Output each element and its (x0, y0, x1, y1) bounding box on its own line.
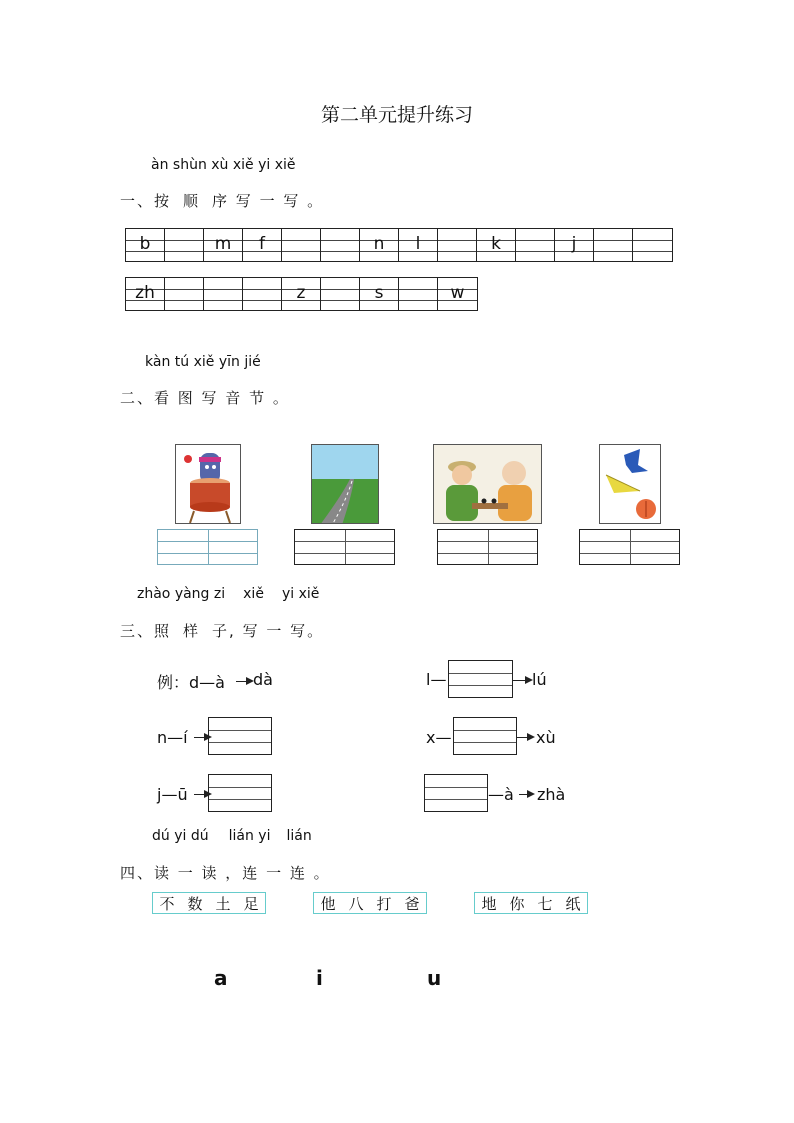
letter-cell[interactable] (594, 229, 633, 261)
section4-pinyin-1: dú yi dú (152, 828, 209, 844)
section3-pinyin-1: zhào yàng zi (137, 586, 226, 602)
letter-cell (399, 229, 438, 261)
j-answer-box[interactable] (208, 774, 272, 812)
letter-cell (204, 229, 243, 261)
char-group-2[interactable] (313, 892, 427, 914)
section1-heading (120, 190, 324, 211)
char: 打 (376, 894, 392, 913)
char: 足 (243, 894, 259, 913)
n-answer-box[interactable] (208, 717, 272, 755)
answer-box-1[interactable] (157, 529, 258, 565)
char-group-1[interactable] (152, 892, 266, 914)
char-group-3[interactable] (474, 892, 588, 914)
section4-pinyin-2: lián yi (228, 828, 271, 844)
answer-box-4[interactable] (579, 529, 680, 565)
char: 七 (537, 894, 553, 913)
letter-cell[interactable] (243, 278, 282, 310)
drum-puppet-picture (175, 444, 241, 524)
letter-cell (243, 229, 282, 261)
letter-text: w (450, 283, 465, 303)
char: 不 (159, 894, 175, 913)
answer-box-2[interactable] (294, 529, 395, 565)
vowel-a-label: a (214, 966, 228, 990)
letter-text: l (415, 234, 421, 254)
zh-arrow-head (527, 790, 535, 798)
zh-answer-box[interactable] (424, 774, 488, 812)
vowel-i[interactable] (316, 966, 323, 990)
letter-cell (477, 229, 516, 261)
l-prefix: l— (426, 670, 447, 689)
letter-cell (438, 278, 477, 310)
x-result: xù (536, 728, 556, 747)
vowel-u-label: u (427, 966, 442, 990)
section3-heading-part2: 样 (183, 622, 201, 640)
zh-middle: —à (488, 785, 514, 804)
letter-cell[interactable] (438, 229, 477, 261)
letter-text: f (259, 234, 265, 254)
example-result: dà (253, 670, 273, 689)
section4-heading: 四、读 一 读 ，连 一 连 。 (120, 864, 331, 882)
letter-cell (282, 278, 321, 310)
letter-cell[interactable] (321, 229, 360, 261)
section3-pinyin-2: xiě (243, 586, 264, 602)
vowel-i-label: i (316, 966, 323, 990)
letter-text: n (373, 234, 385, 254)
letter-cell (360, 229, 399, 261)
char: 数 (187, 894, 203, 913)
l-answer-box[interactable] (448, 660, 513, 698)
vowel-u[interactable] (427, 966, 441, 990)
letter-cell[interactable] (165, 229, 204, 261)
section3-pinyin (137, 586, 319, 602)
x-answer-box[interactable] (453, 717, 517, 755)
letter-cell[interactable] (204, 278, 243, 310)
section3-heading-part3: 子, 写 一 写。 (212, 622, 325, 640)
letter-cell (126, 229, 165, 261)
char: 土 (215, 894, 231, 913)
paper-toys-picture (599, 444, 661, 524)
page-title: 第二单元提升练习 (320, 104, 473, 126)
x-prefix: x— (426, 728, 452, 747)
letter-text: j (571, 234, 577, 254)
example-label: 例：d—à (157, 673, 225, 692)
letter-text: k (491, 234, 501, 254)
section2-pinyin: kàn tú xiě yīn jié (145, 354, 261, 370)
letter-cell[interactable] (165, 278, 204, 310)
answer-box-3[interactable] (437, 529, 538, 565)
n-prefix: n—í (157, 728, 188, 747)
section3-pinyin-3: yi xiě (281, 586, 320, 602)
letter-text: s (374, 283, 384, 303)
section4-pinyin-3: lián (286, 828, 312, 844)
letter-cell[interactable] (321, 278, 360, 310)
zh-result: zhà (537, 785, 566, 804)
section1-heading-part2: 顺 (183, 192, 201, 210)
letter-cell[interactable] (282, 229, 321, 261)
letter-cell (126, 278, 165, 310)
char: 你 (509, 894, 525, 913)
j-prefix: j—ū (157, 785, 188, 804)
letter-text: zh (135, 283, 155, 303)
section3-heading-part1: 三、照 (120, 622, 172, 640)
letter-cell (555, 229, 594, 261)
vowel-a[interactable] (214, 966, 228, 990)
section1-pinyin: àn shùn xù xiě yi xiě (151, 157, 296, 173)
letter-cell[interactable] (633, 229, 672, 261)
l-result: lú (532, 670, 547, 689)
char: 纸 (565, 894, 581, 913)
char: 地 (481, 894, 497, 913)
char: 八 (348, 894, 364, 913)
letter-grid-row1 (125, 228, 673, 262)
chess-players-picture (433, 444, 542, 524)
x-arrow-head (527, 733, 535, 741)
char: 爸 (404, 894, 420, 913)
letter-text: m (214, 234, 232, 254)
letter-text: b (139, 234, 151, 254)
section3-heading (120, 620, 324, 641)
road-picture (311, 444, 379, 524)
letter-cell (360, 278, 399, 310)
letter-cell[interactable] (399, 278, 438, 310)
section2-heading: 二、看 图 写 音 节 。 (120, 389, 290, 407)
section4-pinyin (152, 828, 312, 844)
char: 他 (320, 894, 336, 913)
letter-grid-row2 (125, 277, 478, 311)
section1-heading-part3: 序 写 一 写 。 (212, 192, 325, 210)
letter-text: z (296, 283, 306, 303)
letter-cell[interactable] (516, 229, 555, 261)
section1-heading-part1: 一、按 (120, 192, 172, 210)
